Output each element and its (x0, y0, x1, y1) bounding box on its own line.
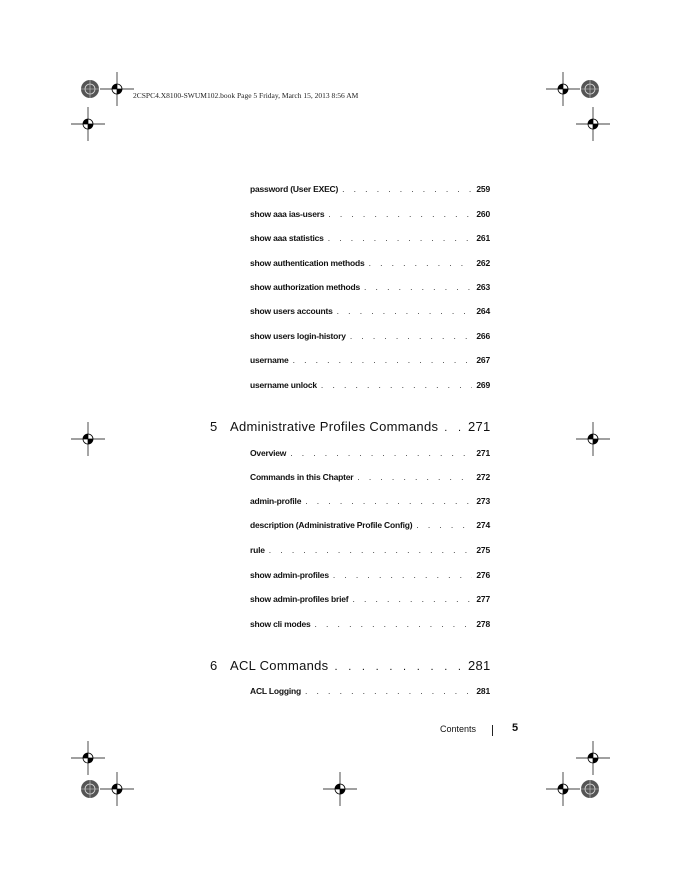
toc-entry-page: 266 (476, 331, 490, 341)
dot-leader (352, 594, 472, 604)
crosshair-mark-top-left (100, 72, 134, 106)
toc-entry[interactable] (250, 496, 490, 510)
toc-entry-title: username unlock (250, 380, 317, 390)
dot-leader (357, 472, 472, 482)
dot-leader (305, 496, 472, 506)
toc-entry-page: 278 (476, 619, 490, 629)
toc-entry-title: show aaa statistics (250, 233, 324, 243)
toc-entry[interactable] (250, 233, 490, 247)
toc-entry-title: ACL Logging (250, 686, 301, 696)
toc-entry-title: Overview (250, 448, 287, 458)
dot-leader (328, 209, 472, 219)
chapter-page: 281 (468, 658, 491, 673)
dot-leader (328, 233, 472, 243)
chapter-number: 6 (210, 658, 218, 673)
crosshair-mark-lower-left (71, 741, 105, 775)
toc-entry-page: 274 (476, 520, 490, 530)
toc-entry[interactable] (250, 209, 490, 223)
toc-entry-title: rule (250, 545, 265, 555)
footer-divider (492, 725, 493, 736)
footer-section-label: Contents (440, 724, 477, 734)
toc-entry-page: 275 (476, 545, 490, 555)
toc-entry-title: password (User EXEC) (250, 184, 339, 194)
toc-entry[interactable] (250, 184, 490, 198)
toc-entry-title: show admin-profiles (250, 570, 329, 580)
print-header: 2CSPC4.X8100-SWUM102.book Page 5 Friday, March 15, 2013 8:56 AM (133, 91, 359, 100)
toc-entry[interactable] (250, 472, 490, 486)
crosshair-mark-bottom-center (323, 772, 357, 806)
toc-entry[interactable] (250, 258, 490, 272)
footer-page-number: 5 (512, 722, 519, 734)
crosshair-mark-top-right (546, 72, 580, 106)
toc-entry[interactable] (250, 570, 490, 584)
chapter-number: 5 (210, 419, 218, 434)
toc-entry-title: show users login-history (250, 331, 346, 341)
toc-entry-title: show admin-profiles brief (250, 594, 349, 604)
toc-entry-title: description (Administrative Profile Config) (250, 520, 413, 530)
crosshair-mark-bottom-left (100, 772, 134, 806)
toc-entry-title: show users accounts (250, 306, 333, 316)
chapter-page: 271 (468, 419, 491, 434)
dot-leader (333, 570, 472, 580)
crosshair-mark-middle-right (576, 422, 610, 456)
dot-leader (342, 184, 472, 194)
toc-entry-title: show authentication methods (250, 258, 365, 268)
dot-leader (305, 686, 472, 696)
toc-entry-page: 267 (476, 355, 490, 365)
toc-entry-page: 276 (476, 570, 490, 580)
toc-chapter-5[interactable] (210, 419, 490, 437)
registration-mark-top-left-outer (80, 79, 100, 99)
toc-entry-page: 269 (476, 380, 490, 390)
dot-leader (337, 306, 472, 316)
toc-entry-page: 263 (476, 282, 490, 292)
dot-leader (269, 545, 472, 555)
toc-chapter-6[interactable] (210, 658, 490, 676)
toc-entry[interactable] (250, 686, 490, 700)
toc-entry-page: 281 (476, 686, 490, 696)
toc-entry[interactable] (250, 545, 490, 559)
chapter-title: Administrative Profiles Commands (230, 419, 439, 434)
dot-leader (416, 520, 472, 530)
chapter-title: ACL Commands (230, 658, 329, 673)
toc-entry-page: 271 (476, 448, 490, 458)
dot-leader (350, 331, 472, 341)
toc-entry-page: 277 (476, 594, 490, 604)
dot-leader (369, 258, 472, 268)
registration-mark-bottom-left-outer (80, 779, 100, 799)
toc-entry-page: 260 (476, 209, 490, 219)
toc-entry-title: admin-profile (250, 496, 302, 506)
toc-entry[interactable] (250, 380, 490, 394)
toc-entry-title: Commands in this Chapter (250, 472, 354, 482)
registration-mark-bottom-right-outer (580, 779, 600, 799)
toc-entry-page: 273 (476, 496, 490, 506)
toc-entry-page: 264 (476, 306, 490, 316)
toc-entry[interactable] (250, 331, 490, 345)
toc-entry-title: username (250, 355, 289, 365)
toc-entry[interactable] (250, 520, 490, 534)
toc-entry[interactable] (250, 355, 490, 369)
toc-entry[interactable] (250, 306, 490, 320)
crosshair-mark-bottom-right (546, 772, 580, 806)
toc-entry-title: show cli modes (250, 619, 311, 629)
toc-entry-page: 261 (476, 233, 490, 243)
toc-entry[interactable] (250, 594, 490, 608)
dot-leader (321, 380, 472, 390)
toc-entry[interactable] (250, 282, 490, 296)
crosshair-mark-middle-left (71, 422, 105, 456)
crosshair-mark-upper-left (71, 107, 105, 141)
dot-leader (444, 422, 462, 434)
toc-entry[interactable] (250, 619, 490, 633)
registration-mark-top-right-outer (580, 79, 600, 99)
toc-entry[interactable] (250, 448, 490, 462)
crosshair-mark-upper-right (576, 107, 610, 141)
dot-leader (293, 355, 472, 365)
toc-entry-page: 259 (476, 184, 490, 194)
dot-leader (290, 448, 472, 458)
dot-leader (364, 282, 472, 292)
toc-entry-title: show aaa ias-users (250, 209, 325, 219)
toc-entry-page: 272 (476, 472, 490, 482)
toc-entry-page: 262 (476, 258, 490, 268)
dot-leader (315, 619, 473, 629)
toc-entry-title: show authorization methods (250, 282, 361, 292)
dot-leader (335, 661, 463, 673)
crosshair-mark-lower-right (576, 741, 610, 775)
